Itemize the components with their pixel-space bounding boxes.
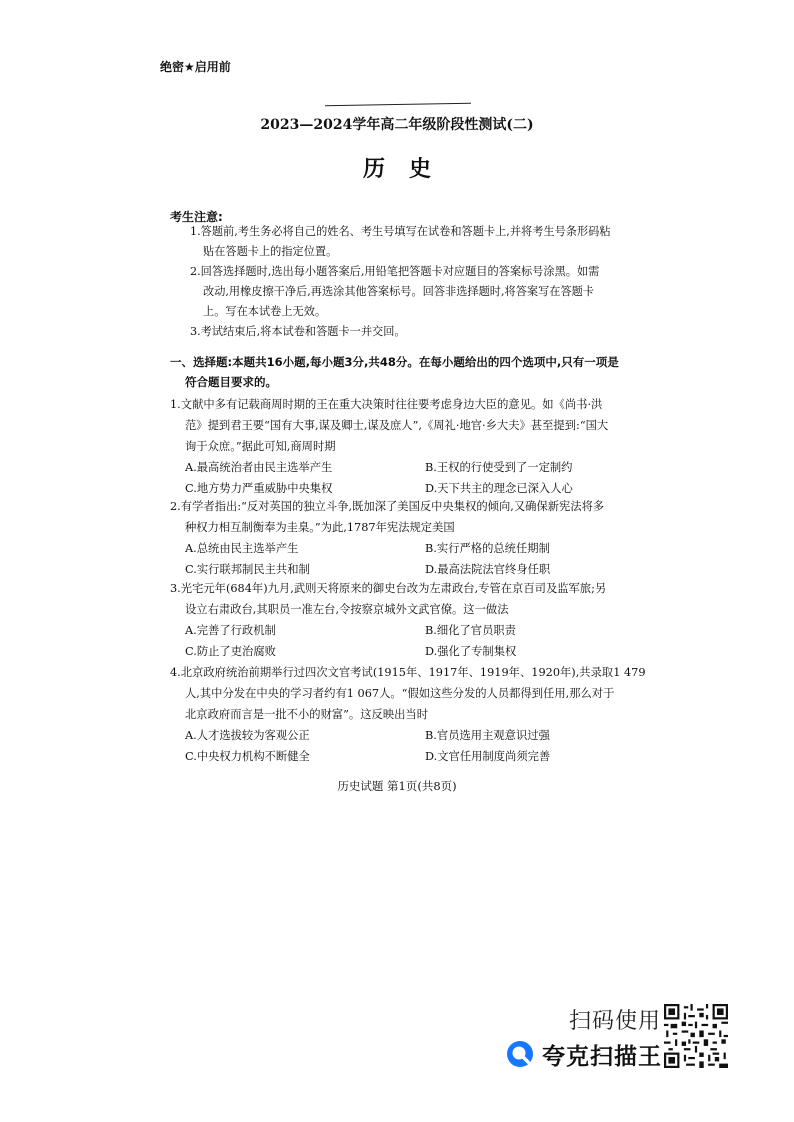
option-d[interactable]: D.文官任用制度尚须完善 (425, 750, 551, 763)
option-a[interactable]: A.人才选拔较为客观公正 (185, 729, 310, 742)
qr-code-icon[interactable] (664, 1004, 728, 1068)
notice-line: 贴在答题卡上的指定位置。 (203, 245, 338, 258)
question-stem-line: 1.文献中多有记载商周时期的王在重大决策时往往要考虑身边大臣的意见。如《尚书·洪 (170, 398, 603, 411)
options (170, 457, 648, 499)
scan-to-use-label: 扫码使用 (569, 1009, 662, 1034)
question-stem-line: 种权力相互制衡奉为圭臬。”为此,1787年宪法规定美国 (185, 521, 455, 534)
option-c[interactable]: C.防止了吏治腐败 (185, 645, 276, 658)
option-a[interactable]: A.最高统治者由民主选举产生 (185, 461, 333, 474)
question-1 (170, 394, 648, 499)
option-d[interactable]: D.强化了专制集权 (425, 645, 517, 658)
option-c[interactable]: C.地方势力严重威胁中央集权 (185, 482, 333, 495)
question-stem-line: 询于众庶。”据此可知,商周时期 (185, 440, 336, 453)
question-stem-line: 3.光宅元年(684年)九月,武则天将原来的御史台改为左肃政台,专管在京百司及监军旅;另 (170, 582, 607, 595)
notice-line: 改动,用橡皮擦干净后,再选涂其他答案标号。回答非选择题时,将答案写在答题卡 (203, 285, 595, 298)
options (170, 725, 648, 767)
question-stem-line: 4.北京政府统治前期举行过四次文官考试(1915年、1917年、1919年、1920年),共录取1 479 (170, 666, 646, 679)
options (170, 538, 648, 580)
header-divider (325, 103, 471, 107)
question-2 (170, 496, 648, 580)
notice-line: 2.回答选择题时,选出每小题答案后,用铅笔把答题卡对应题目的答案标号涂黑。如需 (190, 265, 600, 278)
question-stem-line: 北京政府而言是一批不小的财富”。这反映出当时 (185, 708, 429, 721)
scanner-brand (506, 1038, 662, 1070)
question-4 (170, 662, 648, 767)
notice-line: 1.答题前,考生务必将自己的姓名、考生号填写在试卷和答题卡上,并将考生号条形码粘 (190, 225, 611, 238)
brand-name: 夸克扫描王 (542, 1043, 662, 1070)
option-d[interactable]: D.天下共主的理念已深入人心 (425, 482, 573, 495)
subject-title: 历史 (362, 156, 455, 182)
question-stem-line: 范》提到君王要“国有大事,谋及卿士,谋及庶人”,《周礼·地官·乡大夫》甚至提到:“国大 (185, 419, 609, 432)
question-stem-line: 人,其中分发在中央的学习者约有1 067人。“假如这些分发的人员都得到任用,那么对于 (185, 687, 615, 700)
question-3 (170, 578, 648, 662)
notice-heading: 考生注意: (170, 210, 223, 224)
section-line: 一、选择题:本题共16小题,每小题3分,共48分。在每小题给出的四个选项中,只有一项是 (170, 355, 619, 369)
notice-list (190, 222, 650, 342)
notice-item-3 (190, 322, 650, 342)
option-a[interactable]: A.总统由民主选举产生 (185, 542, 299, 555)
notice-line: 上。写在本试卷上无效。 (203, 305, 327, 318)
option-c[interactable]: C.中央权力机构不断健全 (185, 750, 310, 763)
question-stem-line: 2.有学者指出:“反对英国的独立斗争,既加深了美国反中央集权的倾向,又确保新宪法将多 (170, 500, 605, 513)
exam-title: 2023—2024学年高二年级阶段性测试(二) (260, 117, 534, 133)
section-line: 符合题目要求的。 (185, 375, 277, 389)
notice-item-2 (190, 262, 650, 322)
confidential-label: 绝密★启用前 (160, 60, 231, 74)
option-b[interactable]: B.王权的行使受到了一定制约 (425, 461, 573, 474)
question-stem-line: 设立右肃政台,其职员一准左台,令按察京城外文武官僚。这一做法 (185, 603, 509, 616)
page-footer: 历史试题 第1页(共8页) (337, 779, 457, 793)
option-d[interactable]: D.最高法院法官终身任职 (425, 563, 551, 576)
options (170, 620, 648, 662)
option-b[interactable]: B.官员选用主观意识过强 (425, 729, 550, 742)
option-c[interactable]: C.实行联邦制民主共和制 (185, 563, 310, 576)
option-b[interactable]: B.实行严格的总统任期制 (425, 542, 550, 555)
option-a[interactable]: A.完善了行政机制 (185, 624, 276, 637)
notice-line: 3.考试结束后,将本试卷和答题卡一并交回。 (190, 325, 406, 338)
option-b[interactable]: B.细化了官员职责 (425, 624, 516, 637)
notice-item-1 (190, 222, 650, 262)
section-heading (170, 352, 650, 392)
quark-logo-icon (506, 1040, 534, 1068)
